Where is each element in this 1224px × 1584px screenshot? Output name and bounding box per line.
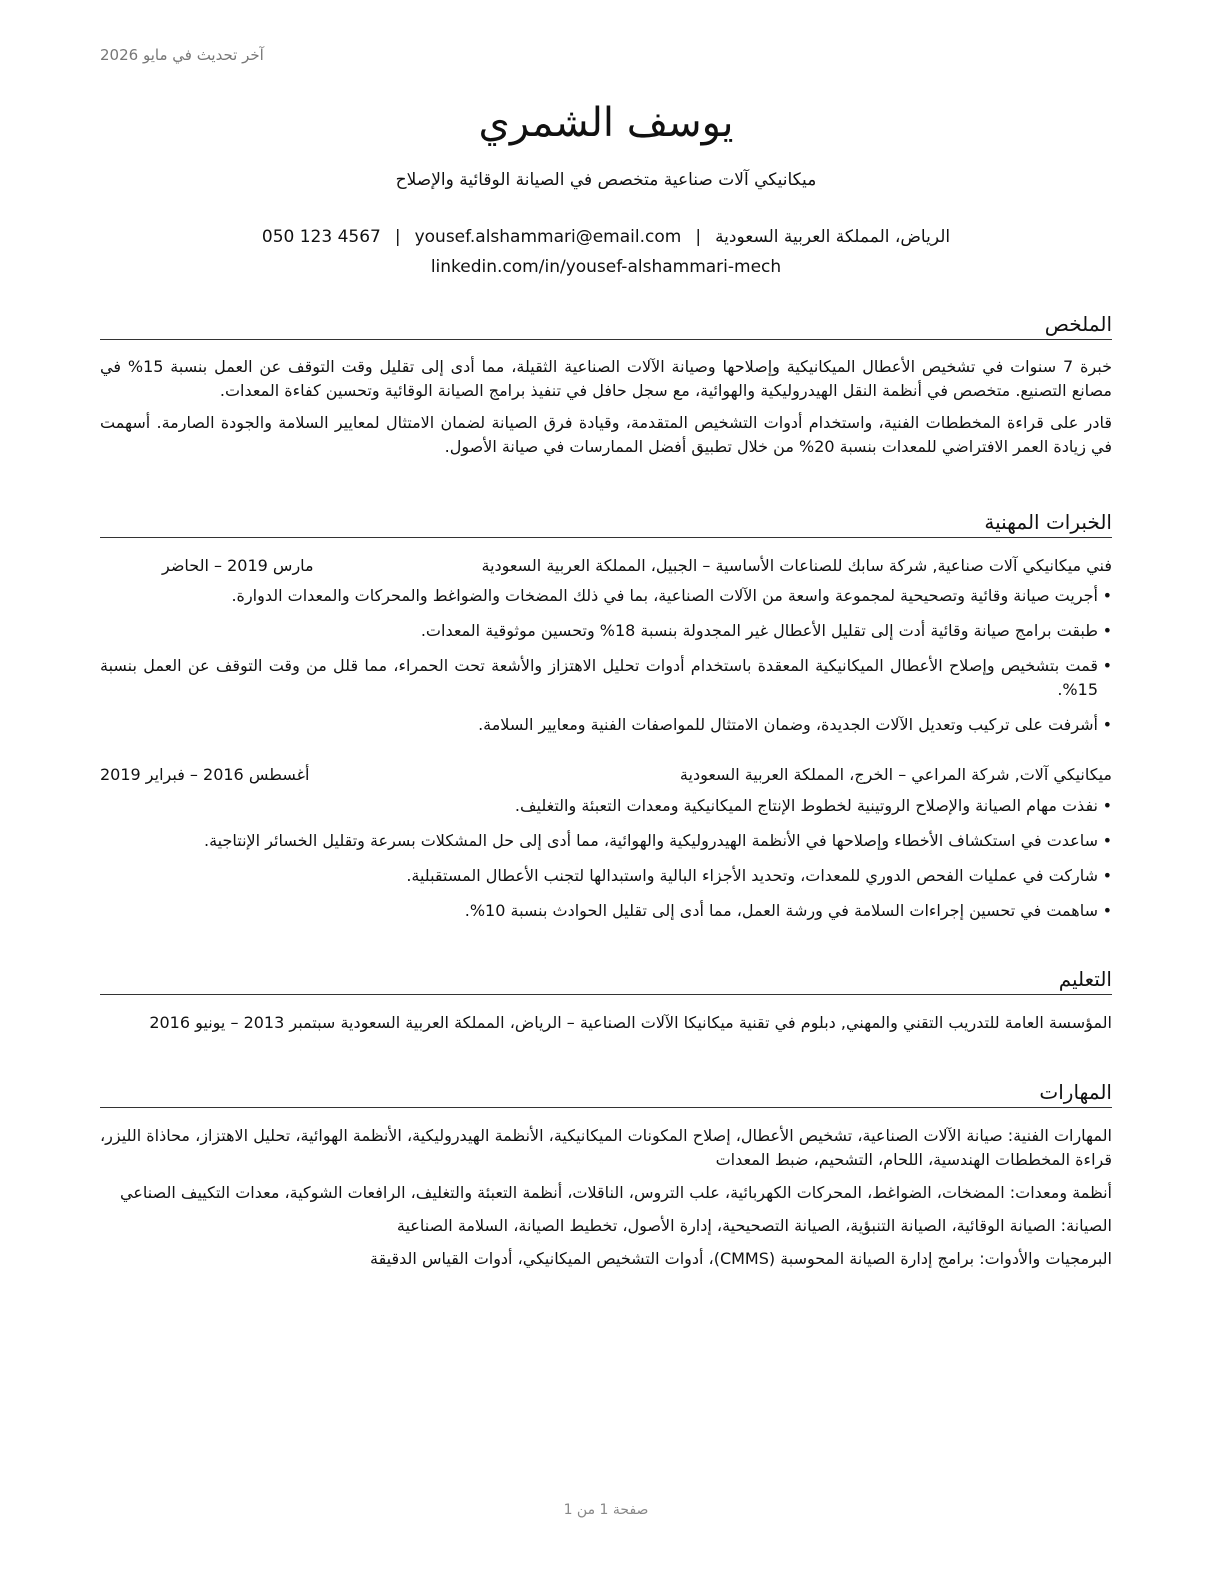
list-item: • ساعدت في استكشاف الأخطاء وإصلاحها في الأنظمة الهيدروليكية والهوائية، مما أدى إلى حل المشكلات بسرعة وتقليل الخسائر الإنتاجية. (100, 829, 1112, 853)
list-item: • طبقت برامج صيانة وقائية أدت إلى تقليل الأعطال غير المجدولة بنسبة 18% وتحسين موثوقية المعدات. (100, 619, 1112, 643)
job-dates: مارس 2019 – الحاضر (162, 556, 314, 575)
summary-paragraph: خبرة 7 سنوات في تشخيص الأعطال الميكانيكية وإصلاحها وصيانة الآلات الصناعية الثقيلة، مما أدى إلى تقليل وقت التوقف عن العمل بنسبة 15% في مصانع التصنيع. متخصص في أنظمة النقل الهيدروليكية والهوائية، مع سجل حافل في تنفيذ برامج الصيانة الوقائية وتحسين كفاءة المعدات. (100, 357, 1112, 400)
job-title-company: فني ميكانيكي آلات صناعية, شركة سابك للصناعات الأساسية – الجبيل، المملكة العربية السعودية (481, 556, 1112, 575)
section-title-skills: المهارات (100, 1078, 1112, 1108)
list-item: • نفذت مهام الصيانة والإصلاح الروتينية لخطوط الإنتاج الميكانيكية ومعدات التعبئة والتغليف. (100, 794, 1112, 818)
summary-paragraph: قادر على قراءة المخططات الفنية، واستخدام أدوات التشخيص المتقدمة، وقيادة فرق الصيانة لضمان الامتثال لمعايير السلامة والجودة الصارمة. أسهمت في زيادة العمر الافتراضي للمعدات بنسبة 20% من خلال تطبيق أفضل الممارسات في صيانة الأصول. (100, 413, 1112, 456)
summary-block (100, 355, 1112, 467)
education-dates: سبتمبر 2013 – يونيو 2016 (149, 1013, 336, 1032)
phone-number: 050 123 4567 (261, 227, 381, 247)
education-entry (100, 1011, 1112, 1035)
page-number: صفحة 1 من 1 (563, 1502, 649, 1518)
job-title: ميكانيكي آلات صناعية متخصص في الصيانة الوقائية والإصلاح (395, 170, 817, 190)
list-item: • أجريت صيانة وقائية وتصحيحية لمجموعة واسعة من الآلات الصناعية، بما في ذلك المضخات والضواغط والمحركات والمعدات الدوارة. (100, 584, 1112, 608)
skill-row-maintenance: الصيانة: الصيانة الوقائية، الصيانة التنبؤية، الصيانة التصحيحية، إدارة الأصول، تخطيط الصيانة، السلامة الصناعية (396, 1216, 1112, 1235)
skill-row-technical: المهارات الفنية: صيانة الآلات الصناعية، تشخيص الأعطال، إصلاح المكونات الميكانيكية، الأنظمة الهيدروليكية، الأنظمة الهوائية، تحليل الاهتزاز، محاذاة الليزر، قراءة المخططات الهندسية، اللحام، التشحيم، ضبط المعدات (100, 1126, 1112, 1169)
job-dates: أغسطس 2016 – فبراير 2019 (100, 765, 310, 784)
job-bullets (100, 584, 1112, 748)
section-title-summary: الملخص (100, 310, 1112, 340)
list-item: • ساهمت في تحسين إجراءات السلامة في ورشة العمل، مما أدى إلى تقليل الحوادث بنسبة 10%. (100, 899, 1112, 923)
education-institution: المؤسسة العامة للتدريب التقني والمهني, دبلوم في تقنية ميكانيكا الآلات الصناعية – الرياض، المملكة العربية السعودية (340, 1013, 1112, 1032)
skills-list (100, 1124, 1112, 1280)
candidate-name: يوسف الشمري (478, 100, 734, 146)
resume-page (100, 0, 1112, 1584)
list-item: • أشرفت على تركيب وتعديل الآلات الجديدة، وضمان الامتثال للمواصفات الفنية ومعايير السلامة. (100, 713, 1112, 737)
section-title-education: التعليم (100, 965, 1112, 995)
job-title-company: ميكانيكي آلات, شركة المراعي – الخرج، المملكة العربية السعودية (679, 765, 1112, 784)
contact-line-1 (100, 222, 1112, 252)
skill-row-software: البرمجيات والأدوات: برامج إدارة الصيانة المحوسبة (CMMS)، أدوات التشخيص الميكانيكي، أدوات القياس الدقيقة (370, 1249, 1112, 1268)
contact-info (100, 222, 1112, 282)
contact-line-2 (100, 252, 1112, 282)
section-title-experience: الخبرات المهنية (100, 508, 1112, 538)
linkedin-link[interactable]: linkedin.com/in/yousef-alshammari-mech (430, 257, 782, 277)
email-link[interactable]: yousef.alshammari@email.com (414, 227, 682, 247)
skill-row-equipment: أنظمة ومعدات: المضخات، الضواغط، المحركات الكهربائية، علب التروس، الناقلات، أنظمة التعبئة والتغليف، الرافعات الشوكية، معدات التكييف الصناعي (120, 1183, 1112, 1202)
location: الرياض، المملكة العربية السعودية (715, 227, 951, 247)
last-updated: آخر تحديث في مايو 2026 (100, 46, 264, 64)
list-item: • شاركت في عمليات الفحص الدوري للمعدات، وتحديد الأجزاء البالية واستبدالها لتجنب الأعطال المستقبلية. (100, 864, 1112, 888)
job-bullets (100, 794, 1112, 934)
separator: | (394, 227, 401, 247)
separator: | (695, 227, 702, 247)
list-item: • قمت بتشخيص وإصلاح الأعطال الميكانيكية المعقدة باستخدام أدوات تحليل الاهتزاز والأشعة تحت الحمراء، مما قلل من وقت التوقف عن العمل بنسبة 15%. (100, 654, 1112, 702)
